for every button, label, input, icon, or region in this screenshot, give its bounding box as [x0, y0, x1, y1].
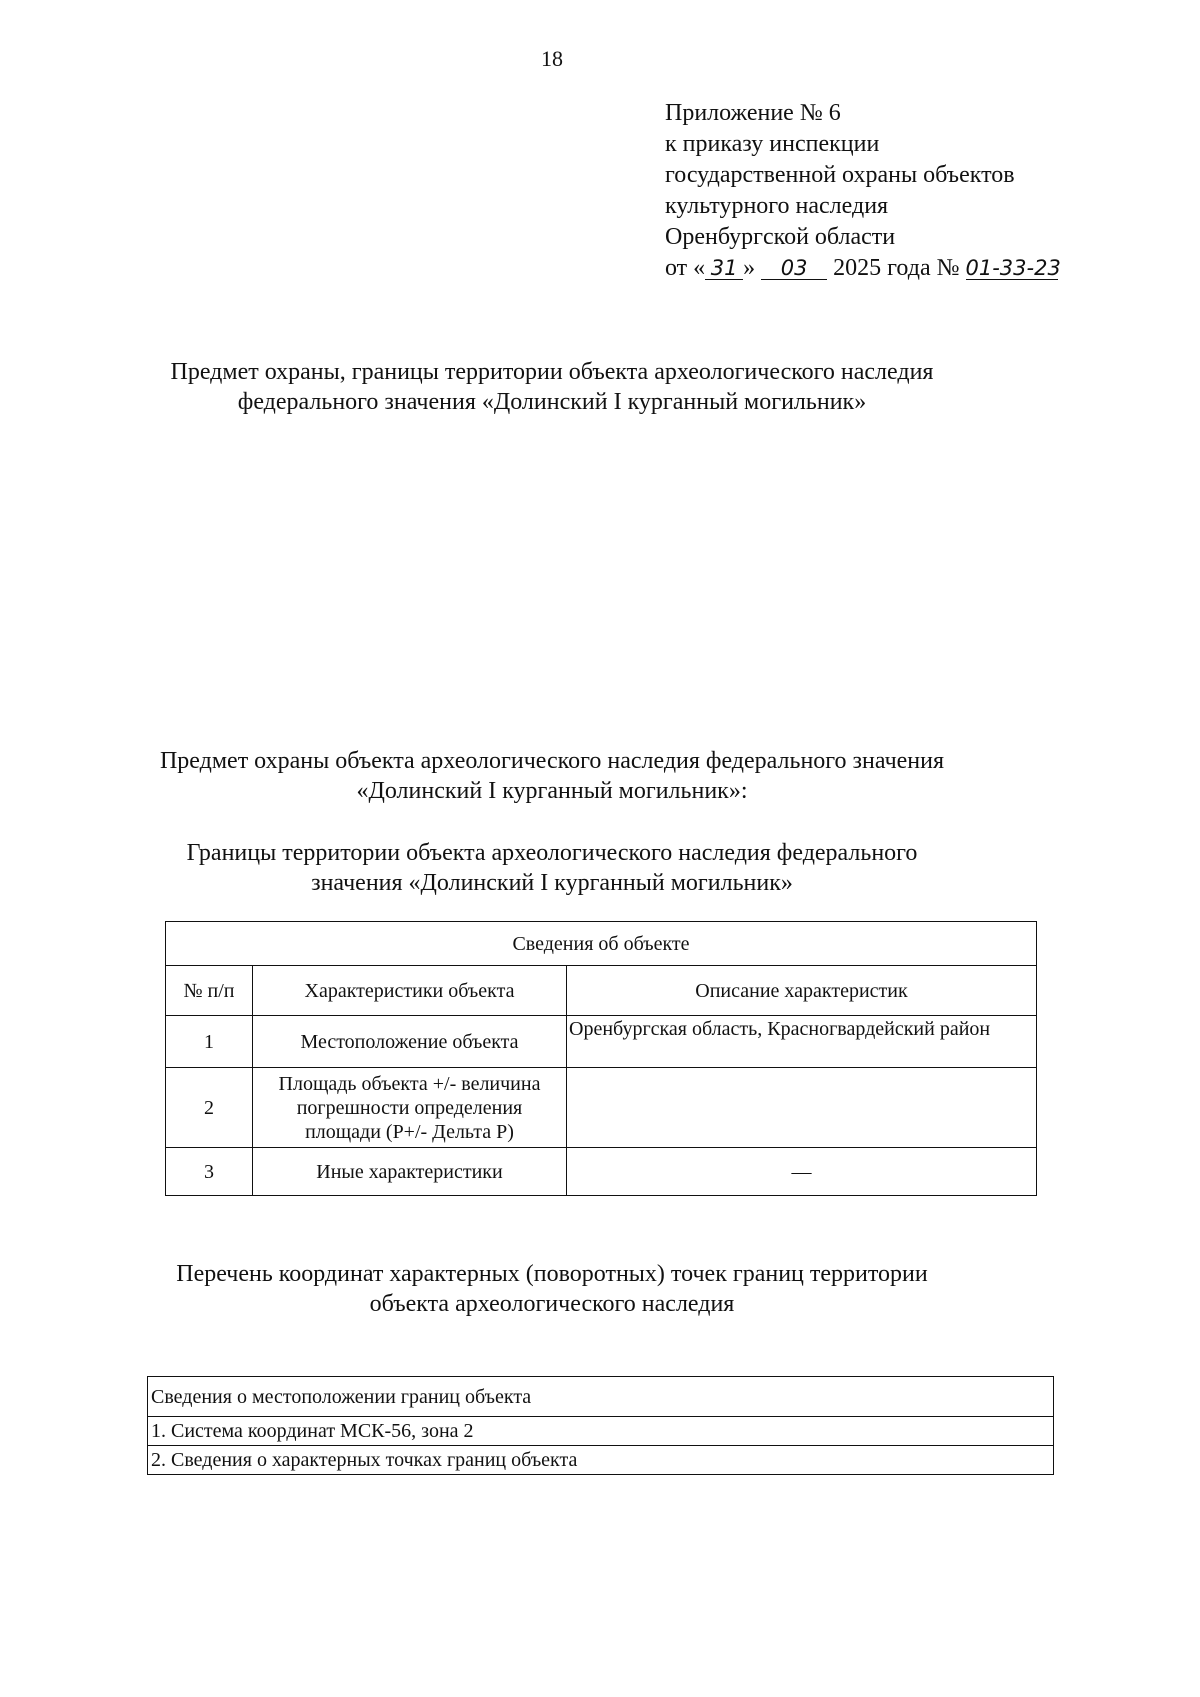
document-title [0, 357, 1104, 417]
date-year: 2025 года № [833, 255, 960, 281]
appendix-line: культурного наследия [665, 193, 889, 219]
date-quote-close: » [743, 255, 756, 281]
location-table-row: Сведения о местоположении границ объекта [148, 1377, 1054, 1417]
location-table-row: 1. Система координат МСК-56, зона 2 [148, 1417, 1054, 1446]
header-characteristic: Характеристики объекта [253, 966, 567, 1016]
subject-heading-line: «Долинский I курганный могильник»: [356, 778, 748, 804]
boundary-location-table [147, 1376, 1054, 1475]
appendix-line: к приказу инспекции [665, 131, 880, 157]
title-line: федерального значения «Долинский I курганный могильник» [237, 389, 867, 415]
order-number: 01-33-23 [965, 256, 1061, 280]
page-number: 18 [541, 46, 563, 71]
boundaries-heading-line: Границы территории объекта археологического наследия федерального [186, 840, 918, 866]
row-description [567, 1068, 1037, 1148]
row-characteristic: Местоположение объекта [253, 1016, 567, 1068]
date-day: 31 [705, 257, 743, 280]
subject-heading [0, 746, 1104, 806]
appendix-block [665, 98, 1085, 284]
object-info-table [165, 921, 1037, 1196]
appendix-line: Оренбургской области [665, 224, 896, 250]
boundaries-heading [0, 838, 1104, 898]
row-characteristic: Площадь объекта +/- величина погрешности определения площади (Р+/- Дельта Р) [253, 1068, 567, 1148]
row-description: Оренбургская область, Красногвардейский район [567, 1016, 1037, 1068]
title-line: Предмет охраны, границы территории объекта археологического наследия [170, 359, 934, 385]
row-num: 3 [166, 1148, 253, 1196]
boundaries-heading-line: значения «Долинский I курганный могильник» [311, 870, 793, 896]
appendix-line: Приложение № 6 [665, 100, 841, 126]
row-characteristic: Иные характеристики [253, 1148, 567, 1196]
row-description: — [567, 1148, 1037, 1196]
header-num: № п/п [166, 966, 253, 1016]
coordinates-heading-line: Перечень координат характерных (поворотных) точек границ территории [176, 1261, 928, 1287]
row-num: 1 [166, 1016, 253, 1068]
appendix-line: государственной охраны объектов [665, 162, 1015, 188]
location-table-row: 2. Сведения о характерных точках границ объекта [148, 1446, 1054, 1475]
coordinates-heading-line: объекта археологического наследия [369, 1291, 735, 1317]
header-description: Описание характеристик [567, 966, 1037, 1016]
date-month: 03 [761, 257, 827, 280]
appendix-date-line [665, 253, 1085, 284]
object-table-caption: Сведения об объекте [166, 922, 1037, 966]
row-num: 2 [166, 1068, 253, 1148]
subject-heading-line: Предмет охраны объекта археологического наследия федерального значения [159, 748, 945, 774]
date-prefix: от « [665, 255, 706, 281]
coordinates-heading [0, 1259, 1104, 1319]
